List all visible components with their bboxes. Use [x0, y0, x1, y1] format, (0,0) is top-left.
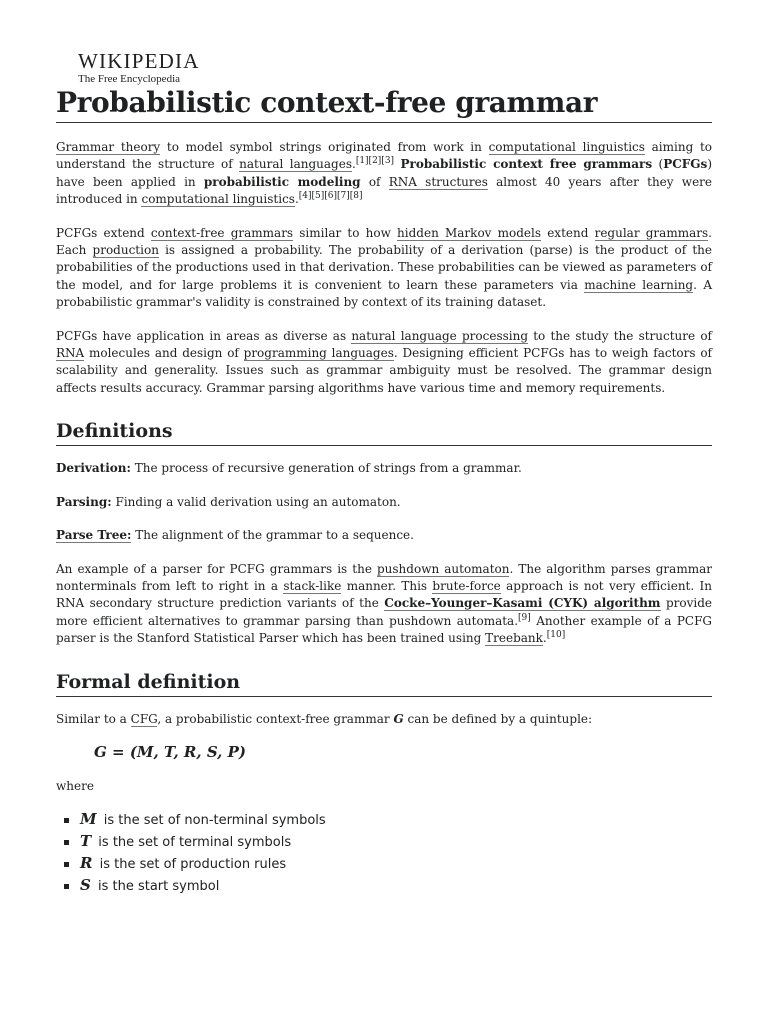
link-brute-force[interactable]: brute-force: [432, 578, 501, 593]
logo-wordmark: WIKIPEDIA: [78, 49, 200, 73]
link-regular-grammars[interactable]: regular grammars: [594, 225, 709, 240]
parser-example-paragraph: An example of a parser for PCFG grammars is the pushdown automaton. The algorithm parses grammar nonterminals from left to right in a stack-like manner. This brute-force approach is not very efficient. In RNA secondary structure prediction variants of the Cocke–Younger–Kasami (CYK) algorithm provide more efficient alternatives to grammar parsing than pushdown automata.[9] Another example of a PCFG parser is the Stanford Statistical Parser which has been trained using Treebank.[10]: [56, 561, 712, 646]
term-parsing: Parsing:: [56, 494, 112, 509]
article-content: [56, 139, 712, 897]
link-pushdown-automaton[interactable]: pushdown automaton: [376, 561, 510, 576]
link-production[interactable]: production: [92, 243, 159, 258]
link-computational-linguistics[interactable]: computational linguistics: [488, 140, 645, 154]
page-title: Probabilistic context-free grammar: [56, 84, 712, 123]
where-text: where: [56, 778, 94, 793]
link-cfg[interactable]: CFG: [130, 711, 158, 726]
bold-pcfg-term: Probabilistic context free grammars: [400, 157, 653, 172]
list-item: M is the set of non-terminal symbols: [80, 809, 712, 831]
formal-intro: Similar to a CFG, a probabilistic context-free grammar G can be defined by a quintuple:: [56, 711, 593, 726]
link-machine-learning[interactable]: machine learning: [584, 277, 694, 292]
link-cyk-algorithm[interactable]: Cocke–Younger–Kasami (CYK) algorithm: [384, 596, 661, 611]
section-heading-formal-definition: Formal definition: [56, 670, 712, 697]
bold-probabilistic-modeling: probabilistic modeling: [203, 174, 361, 189]
list-item: S is the start symbol: [80, 875, 712, 897]
citation-1-3[interactable]: [1][2][3]: [355, 156, 395, 167]
intro-paragraph-3: PCFGs have application in areas as diverse as natural language processing to the study the structure of RNA molecules and design of programming languages. Designing efficient PCFGs has to weigh factors of scalability and generality. Issues such as grammar ambiguity must be resolved. The grammar design affects results accuracy. Grammar parsing algorithms have various time and memory requirements.: [56, 328, 712, 395]
citation-4-8[interactable]: [4][5][6][7][8]: [298, 191, 363, 202]
link-treebank[interactable]: Treebank: [485, 631, 543, 646]
link-hidden-markov-models[interactable]: hidden Markov models: [397, 225, 542, 240]
definition-derivation: Derivation: The process of recursive generation of strings from a grammar.: [56, 461, 522, 476]
link-computational-linguistics-2[interactable]: computational linguistics: [141, 192, 295, 207]
link-parse-tree[interactable]: Parse Tree:: [56, 528, 132, 543]
link-natural-languages[interactable]: natural languages: [239, 157, 352, 172]
link-rna-structures[interactable]: RNA structures: [388, 174, 488, 189]
math-g: G: [393, 711, 404, 726]
link-rna[interactable]: RNA: [56, 346, 85, 361]
list-item: R is the set of production rules: [80, 853, 712, 875]
definition-parse-tree: Parse Tree: The alignment of the grammar to a sequence.: [56, 528, 414, 543]
link-stack-like[interactable]: stack-like: [283, 578, 342, 593]
wikipedia-logo[interactable]: [78, 50, 200, 85]
symbol-list: [56, 809, 712, 897]
logo-tagline: The Free Encyclopedia: [78, 73, 181, 85]
math-symbol: R: [80, 854, 93, 873]
intro-paragraph-1: Grammar theory to model symbol strings originated from work in computational linguistics aiming to understand the structure of natural languages.[1][2][3] Probabilistic context free grammars (PCFGs) have been applied in probabilistic modeling of RNA structures almost 40 years after they were introduced in computational linguistics.[4][5][6][7][8]: [56, 140, 713, 207]
term-derivation: Derivation:: [56, 461, 131, 476]
math-symbol: T: [80, 832, 92, 851]
link-programming-languages[interactable]: programming languages: [243, 346, 394, 361]
link-context-free-grammars[interactable]: context-free grammars: [150, 225, 294, 240]
bold-pcfgs: PCFGs: [663, 157, 708, 172]
link-natural-language-processing[interactable]: natural language processing: [351, 328, 529, 343]
list-item: T is the set of terminal symbols: [80, 831, 712, 853]
section-heading-definitions: Definitions: [56, 419, 712, 446]
math-symbol: S: [80, 876, 91, 895]
definition-parsing: Parsing: Finding a valid derivation using an automaton.: [56, 494, 401, 509]
citation-10[interactable]: [10]: [546, 630, 566, 641]
quintuple-formula: G = (M, T, R, S, P): [94, 742, 246, 761]
link-grammar-theory[interactable]: Grammar theory: [56, 140, 161, 154]
intro-paragraph-2: PCFGs extend context-free grammars similar to how hidden Markov models extend regular grammars. Each production is assigned a probability. The probability of a derivation (parse) is the product of the probabilities of the productions used in that derivation. These probabilities can be viewed as parameters of the model, and for large problems it is convenient to learn these parameters via machine learning. A probabilistic grammar's validity is constrained by context of its training dataset.: [56, 225, 713, 310]
math-symbol: M: [80, 810, 97, 829]
citation-9[interactable]: [9]: [518, 612, 531, 623]
